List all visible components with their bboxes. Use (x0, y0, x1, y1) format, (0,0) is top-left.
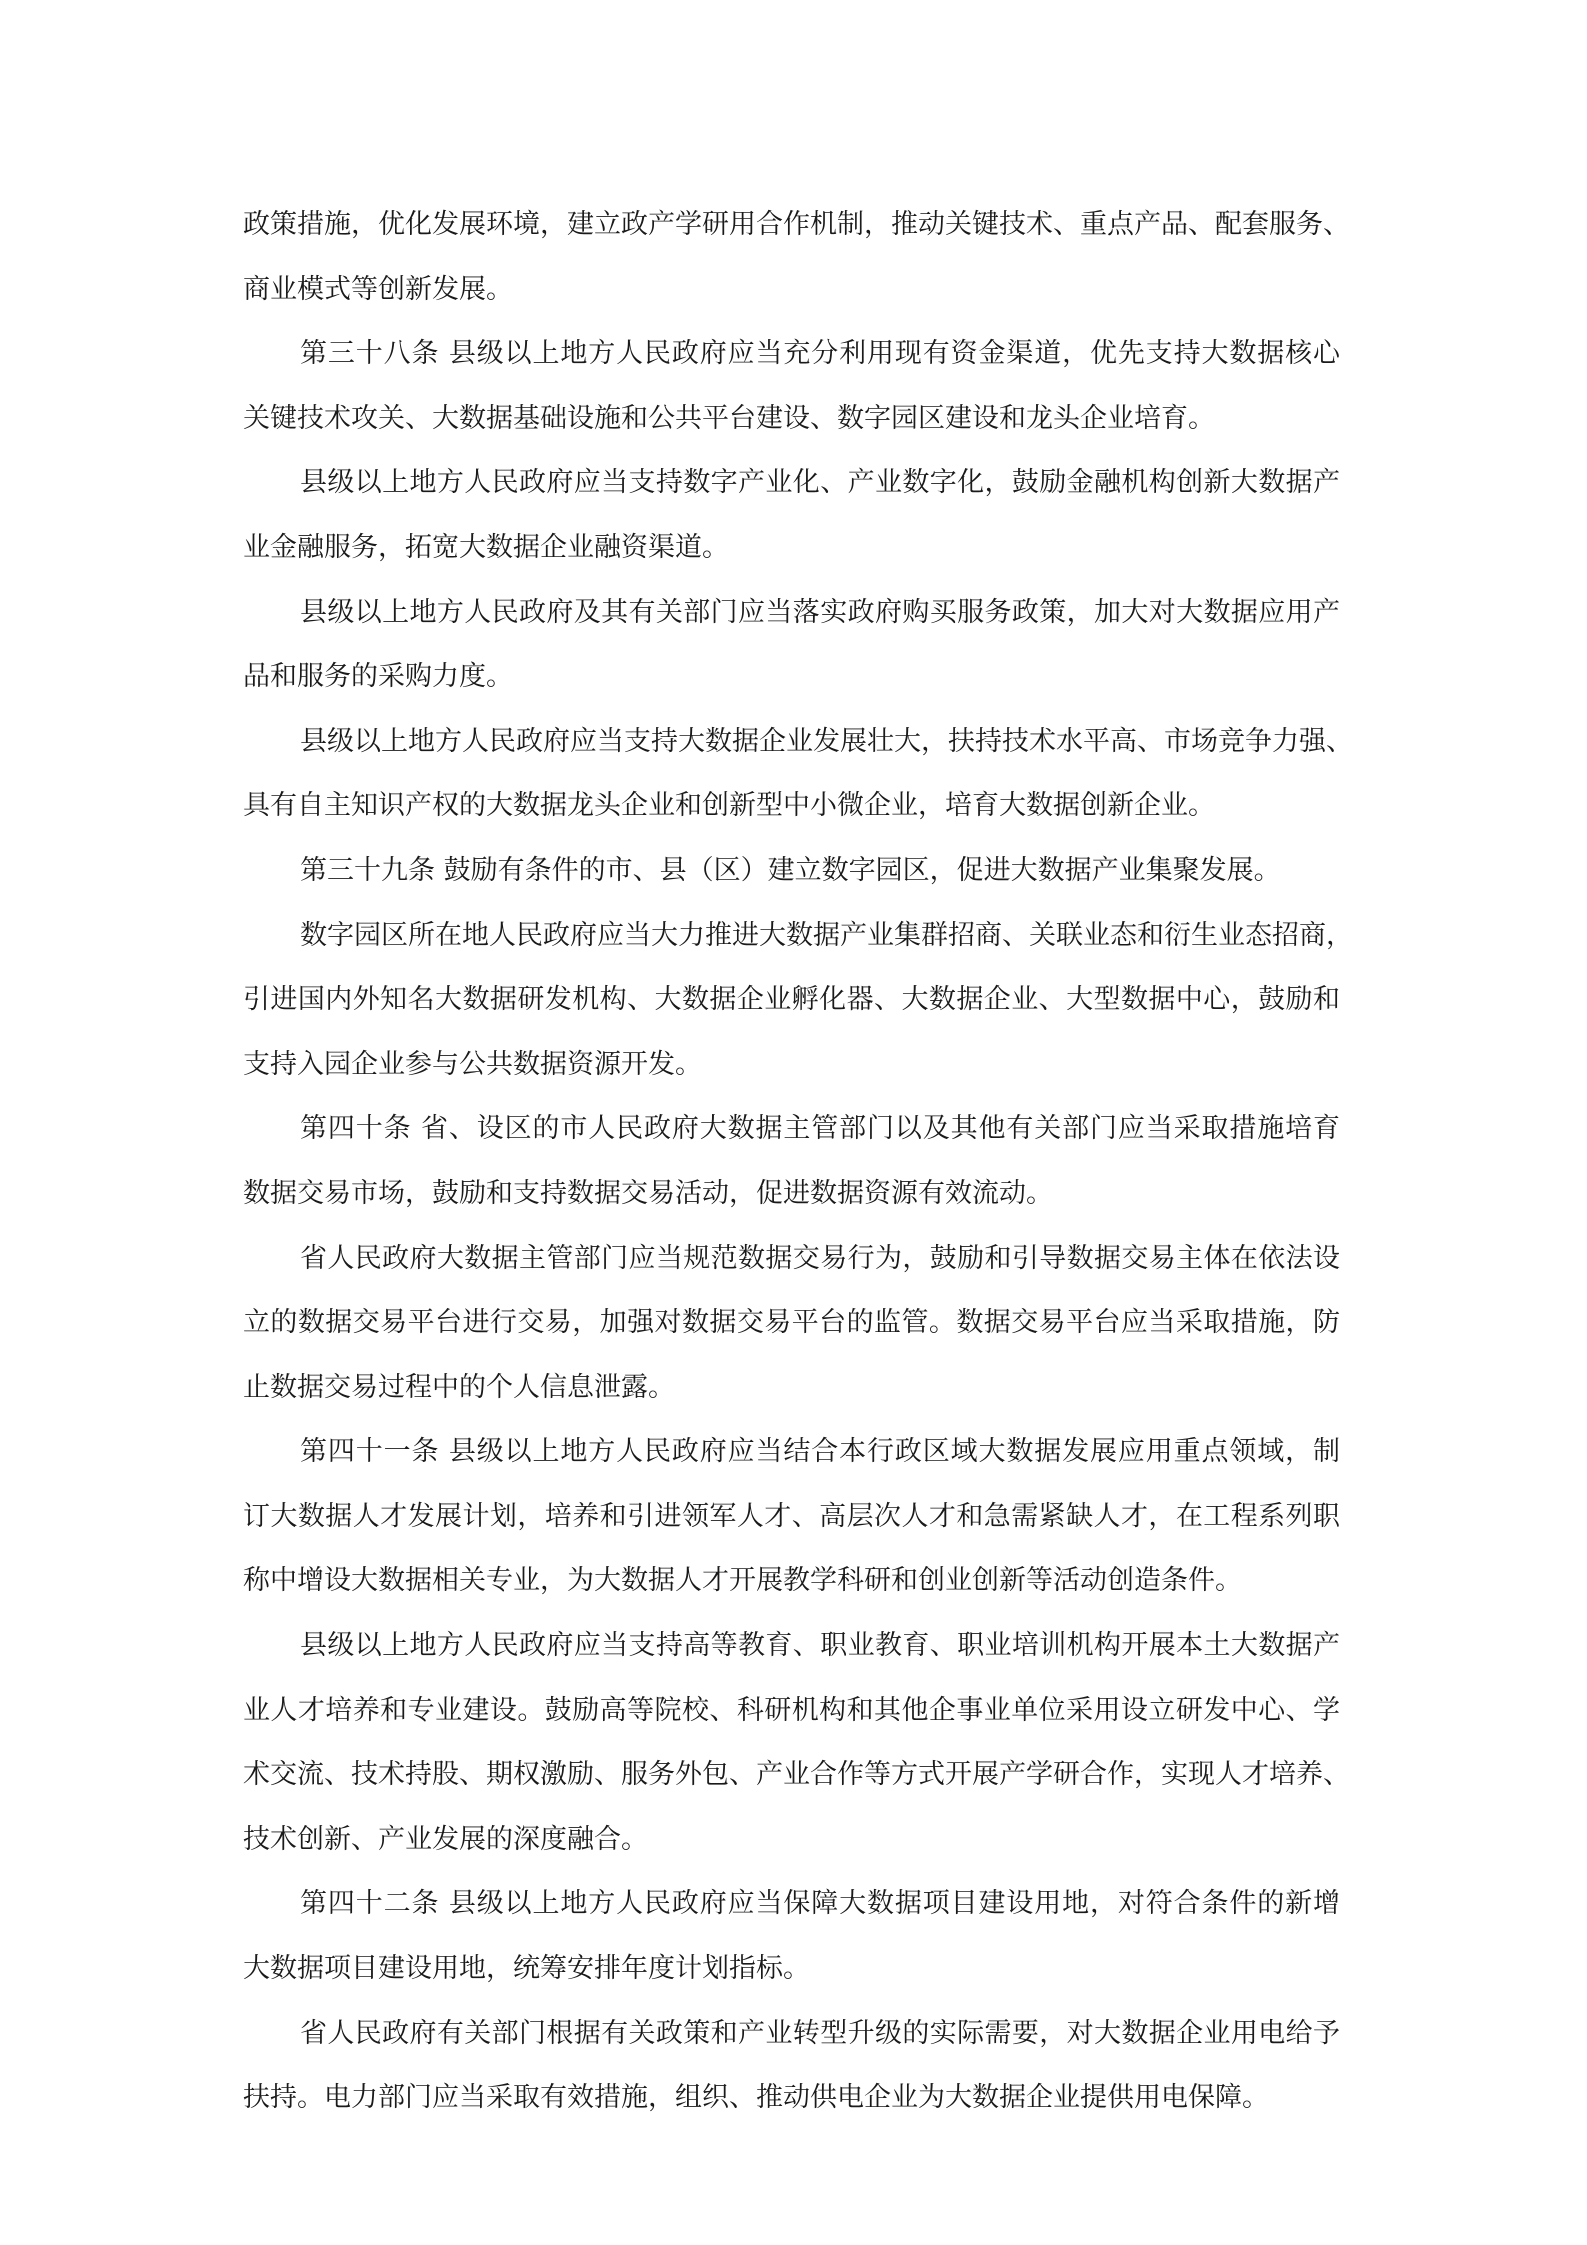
text-line: 数字园区所在地人民政府应当大力推进大数据产业集群招商、关联业态和衍生业态招商， (300, 919, 1353, 951)
text-line: 县级以上地方人民政府应当支持数字产业化、产业数字化，鼓励金融机构创新大数据产 (300, 467, 1340, 499)
text-line: 支持入园企业参与公共数据资源开发。 (243, 1048, 702, 1080)
text-line: 第三十八条 县级以上地方人民政府应当充分利用现有资金渠道，优先支持大数据核心 (300, 338, 1340, 370)
text-line: 业人才培养和专业建设。鼓励高等院校、科研机构和其他企事业单位采用设立研发中心、学 (243, 1694, 1340, 1726)
text-line: 立的数据交易平台进行交易，加强对数据交易平台的监管。数据交易平台应当采取措施，防 (243, 1307, 1340, 1339)
text-line: 第三十九条 鼓励有条件的市、县（区）建立数字园区，促进大数据产业集聚发展。 (300, 854, 1281, 886)
text-line: 扶持。电力部门应当采取有效措施，组织、推动供电企业为大数据企业提供用电保障。 (243, 2082, 1269, 2114)
paragraph-art41-2 (243, 1626, 1350, 1884)
text-line: 大数据项目建设用地，统筹安排年度计划指标。 (243, 1953, 810, 1985)
text-line: 术交流、技术持股、期权激励、服务外包、产业合作等方式开展产学研合作，实现人才培养、 (243, 1759, 1350, 1791)
text-line: 省人民政府大数据主管部门应当规范数据交易行为，鼓励和引导数据交易主体在依法设 (300, 1242, 1340, 1274)
text-line: 业金融服务，拓宽大数据企业融资渠道。 (243, 531, 729, 563)
text-line: 品和服务的采购力度。 (243, 661, 513, 693)
text-line: 第四十二条 县级以上地方人民政府应当保障大数据项目建设用地，对符合条件的新增 (300, 1888, 1340, 1920)
text-line: 称中增设大数据相关专业，为大数据人才开展教学科研和创业创新等活动创造条件。 (243, 1565, 1242, 1597)
text-line: 省人民政府有关部门根据有关政策和产业转型升级的实际需要，对大数据企业用电给予 (300, 2017, 1340, 2049)
text-line: 订大数据人才发展计划，培养和引进领军人才、高层次人才和急需紧缺人才，在工程系列职 (243, 1500, 1340, 1532)
text-line: 政策措施，优化发展环境，建立政产学研用合作机制，推动关键技术、重点产品、配套服务、 (243, 209, 1350, 240)
paragraph-art38-3 (243, 593, 1340, 722)
text-line: 县级以上地方人民政府及其有关部门应当落实政府购买服务政策，加大对大数据应用产 (300, 596, 1340, 628)
paragraph-art41-1 (243, 1432, 1340, 1626)
paragraph-art38-4 (243, 722, 1353, 851)
text-line: 止数据交易过程中的个人信息泄露。 (243, 1371, 675, 1403)
text-line: 商业模式等创新发展。 (243, 273, 513, 305)
paragraph-art39-2 (243, 916, 1353, 1110)
paragraph-art42-2 (243, 2014, 1340, 2143)
paragraph-art40-2 (243, 1239, 1340, 1433)
paragraph-art38-1 (243, 334, 1340, 463)
paragraph-art39-1 (243, 851, 1340, 916)
text-line: 具有自主知识产权的大数据龙头企业和创新型中小微企业，培育大数据创新企业。 (243, 790, 1215, 822)
text-line: 技术创新、产业发展的深度融合。 (243, 1823, 648, 1855)
text-line: 数据交易市场，鼓励和支持数据交易活动，促进数据资源有效流动。 (243, 1177, 1053, 1209)
text-line: 县级以上地方人民政府应当支持大数据企业发展壮大，扶持技术水平高、市场竞争力强、 (300, 725, 1353, 757)
paragraph-art40-1 (243, 1109, 1340, 1238)
paragraph-art42-1 (243, 1884, 1340, 2013)
document-page (243, 205, 1353, 2143)
paragraph-p0 (243, 205, 1350, 334)
text-line: 引进国内外知名大数据研发机构、大数据企业孵化器、大数据企业、大型数据中心，鼓励和 (243, 984, 1340, 1016)
text-line: 关键技术攻关、大数据基础设施和公共平台建设、数字园区建设和龙头企业培育。 (243, 402, 1215, 434)
text-line: 第四十一条 县级以上地方人民政府应当结合本行政区域大数据发展应用重点领域，制 (300, 1436, 1340, 1468)
text-line: 第四十条 省、设区的市人民政府大数据主管部门以及其他有关部门应当采取措施培育 (300, 1113, 1340, 1145)
paragraph-art38-2 (243, 463, 1340, 592)
text-line: 县级以上地方人民政府应当支持高等教育、职业教育、职业培训机构开展本土大数据产 (300, 1630, 1340, 1662)
